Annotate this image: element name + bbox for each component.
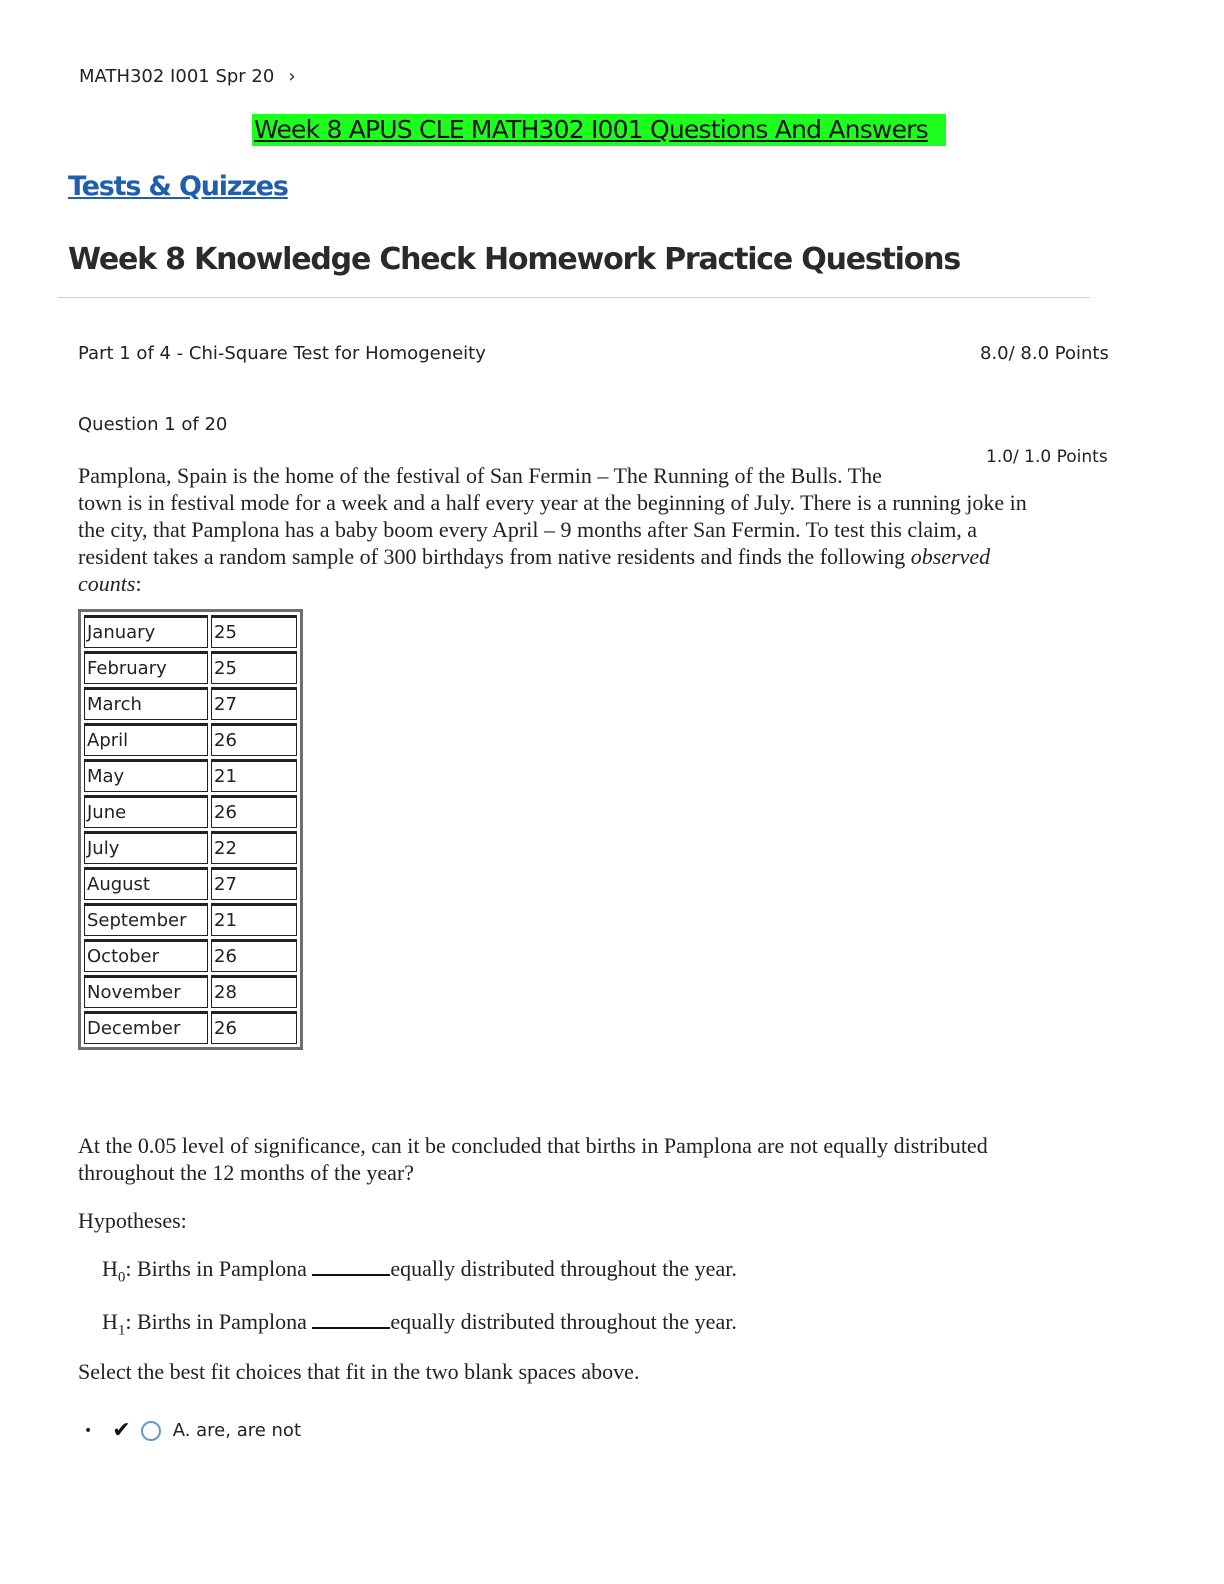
count-cell: 21 (211, 903, 297, 936)
blank-space (312, 1307, 390, 1329)
count-cell: 27 (211, 687, 297, 720)
tests-quizzes-link[interactable]: Tests & Quizzes (68, 171, 288, 202)
count-cell: 26 (211, 723, 297, 756)
page-title: Week 8 Knowledge Check Homework Practice Questions (68, 242, 960, 277)
intro-line (78, 543, 1118, 570)
h0-symbol: H (102, 1256, 118, 1281)
intro-italic: observed (910, 544, 991, 569)
intro-line: the city, that Pamplona has a baby boom every April – 9 months after San Fermin. To test this claim, a (78, 517, 978, 542)
intro-line-text: resident takes a random sample of 300 birthdays from native residents and finds the following (78, 544, 911, 569)
month-cell: April (84, 723, 208, 756)
part-label: Part 1 of 4 - Chi-Square Test for Homogeneity (78, 343, 486, 364)
count-cell: 22 (211, 831, 297, 864)
table-row (84, 687, 297, 720)
answer-instruction: Select the best fit choices that fit in the two blank spaces above. (78, 1359, 640, 1384)
count-cell: 25 (211, 651, 297, 684)
h0-subscript: 0 (117, 1269, 126, 1286)
month-cell: January (84, 615, 208, 648)
month-cell: October (84, 939, 208, 972)
h1-after: equally distributed throughout the year. (390, 1309, 737, 1334)
blank-space (312, 1254, 390, 1276)
table-row (84, 651, 297, 684)
table-row (84, 975, 297, 1008)
intro-line (78, 570, 1118, 597)
null-hypothesis (102, 1254, 737, 1286)
count-cell: 21 (211, 759, 297, 792)
question-prompt (78, 1132, 1138, 1186)
count-cell: 26 (211, 795, 297, 828)
h1-symbol: H (102, 1309, 118, 1334)
bullet-icon: • (84, 1422, 93, 1439)
prompt-line: At the 0.05 level of significance, can it be concluded that births in Pamplona are not equally distributed (78, 1133, 988, 1158)
hypotheses-label: Hypotheses: (78, 1208, 187, 1233)
month-cell: December (84, 1011, 208, 1044)
count-cell: 28 (211, 975, 297, 1008)
table-row (84, 1011, 297, 1044)
chevron-right-icon: › (288, 66, 296, 87)
month-cell: May (84, 759, 208, 792)
h0-after: equally distributed throughout the year. (390, 1256, 737, 1281)
answer-option-a[interactable] (84, 1418, 301, 1443)
month-cell: June (84, 795, 208, 828)
count-cell: 26 (211, 939, 297, 972)
table-row (84, 723, 297, 756)
h0-before: : Births in Pamplona (125, 1256, 313, 1281)
intro-end: : (135, 571, 142, 596)
breadcrumb-course[interactable]: MATH302 I001 Spr 20 (79, 66, 275, 87)
month-cell: March (84, 687, 208, 720)
count-cell: 25 (211, 615, 297, 648)
h1-subscript: 1 (117, 1322, 126, 1339)
month-cell: September (84, 903, 208, 936)
intro-italic: counts (78, 571, 136, 596)
table-row (84, 615, 297, 648)
divider (58, 297, 1090, 298)
table-row (84, 903, 297, 936)
question-intro (78, 462, 1118, 597)
page-banner: Week 8 APUS CLE MATH302 I001 Questions And Answers (252, 114, 946, 146)
answer-label: A. are, are not (172, 1420, 302, 1441)
part-points: 8.0/ 8.0 Points (980, 343, 1109, 364)
count-cell: 27 (211, 867, 297, 900)
month-cell: November (84, 975, 208, 1008)
intro-line: Pamplona, Spain is the home of the festival of San Fermin – The Running of the Bulls. The (78, 463, 882, 488)
month-cell: February (84, 651, 208, 684)
table-row (84, 831, 297, 864)
checkmark-icon: ✔ (112, 1418, 131, 1443)
count-cell: 26 (211, 1011, 297, 1044)
table-row (84, 759, 297, 792)
alternative-hypothesis (102, 1307, 737, 1339)
question-label: Question 1 of 20 (78, 414, 228, 435)
month-cell: August (84, 867, 208, 900)
breadcrumb[interactable] (79, 66, 296, 87)
radio-button[interactable] (141, 1421, 161, 1441)
intro-line: town is in festival mode for a week and a half every year at the beginning of July. There is a running joke in (78, 490, 1027, 515)
table-row (84, 867, 297, 900)
h1-before: : Births in Pamplona (125, 1309, 313, 1334)
month-cell: July (84, 831, 208, 864)
observed-counts-table (78, 609, 303, 1050)
table-row (84, 939, 297, 972)
prompt-line: throughout the 12 months of the year? (78, 1160, 415, 1185)
table-row (84, 795, 297, 828)
question-points: 1.0/ 1.0 Points (986, 447, 1108, 467)
